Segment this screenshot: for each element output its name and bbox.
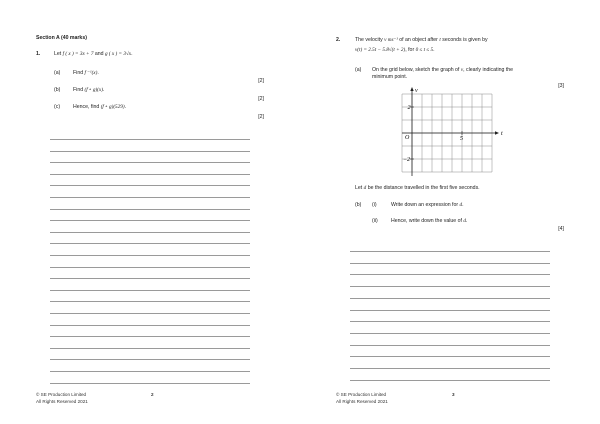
answer-line[interactable] — [350, 298, 550, 299]
q2a-line2: minimum point. — [372, 74, 408, 80]
answer-line[interactable] — [50, 348, 250, 349]
answer-line[interactable] — [50, 243, 250, 244]
answer-line[interactable] — [350, 263, 550, 264]
q2b-marks: [4] — [558, 226, 564, 232]
page-number: 3 — [452, 392, 455, 397]
q1c-label: (c) — [54, 104, 61, 110]
answer-line[interactable] — [50, 313, 250, 314]
y-tick-top: 2 — [407, 105, 411, 111]
answer-line[interactable] — [50, 151, 250, 152]
answer-line[interactable] — [50, 278, 250, 279]
f-definition: f ( x ) = 3x + 7 — [62, 51, 94, 57]
sketch-grid[interactable] — [388, 84, 510, 176]
q1c-marks: [2] — [258, 114, 264, 120]
answer-line[interactable] — [50, 220, 250, 221]
footer-rights: All Rights Reserved 2021 — [36, 399, 88, 404]
q1-number: 1. — [36, 51, 41, 57]
answer-line[interactable] — [50, 267, 250, 268]
answer-line[interactable] — [350, 333, 550, 334]
q2b-label: (b) — [355, 202, 362, 208]
q1b-marks: [2] — [258, 96, 264, 102]
y-axis-label: v — [415, 88, 418, 94]
right-page — [300, 0, 600, 424]
q2a-marks: [3] — [558, 83, 564, 89]
q1b-label: (b) — [54, 87, 61, 93]
answer-line[interactable] — [350, 321, 550, 322]
q1a-label: (a) — [54, 70, 61, 76]
q1-stem: Let f ( x ) = 3x + 7 and g ( x ) = 3√x. — [54, 51, 133, 57]
footer-company: © SE Production Limited — [336, 392, 387, 397]
q2a-line1: On the grid below, sketch the graph of v, clearly indicating the — [372, 67, 514, 73]
answer-line[interactable] — [50, 325, 250, 326]
answer-line[interactable] — [350, 368, 550, 369]
origin-label: O — [405, 135, 410, 141]
x-axis-label: t — [501, 131, 503, 137]
answer-line[interactable] — [350, 251, 550, 252]
answer-line[interactable] — [50, 209, 250, 210]
answer-line[interactable] — [50, 139, 250, 140]
answer-line[interactable] — [350, 286, 550, 287]
footer-company: © SE Production Limited — [36, 392, 87, 397]
x-axis-arrow — [495, 131, 499, 134]
answer-line[interactable] — [50, 232, 250, 233]
y-tick-bottom: −2 — [403, 157, 411, 163]
answer-line[interactable] — [50, 162, 250, 163]
answer-line[interactable] — [50, 197, 250, 198]
answer-line[interactable] — [50, 359, 250, 360]
q2-stem-line2: v(t) = 2.5t − 5.8√(t + 2), for 0 ≤ t ≤ 5. — [355, 47, 435, 53]
q2bii-label: (ii) — [372, 218, 378, 224]
q1b-text: Find (f ∘ g)(x). — [73, 87, 105, 93]
q1a-text: Find f ⁻¹(x). — [73, 70, 99, 76]
q2-stem-line1: The velocity v ms⁻¹ of an object after t seconds is given by — [355, 37, 488, 43]
answer-line[interactable] — [50, 185, 250, 186]
q1c-text: Hence, find (f ∘ g)(529). — [73, 104, 127, 110]
footer-rights: All Rights Reserved 2021 — [336, 399, 388, 404]
answer-line[interactable] — [50, 290, 250, 291]
q2bii-text: Hence, write down the value of d. — [391, 218, 468, 224]
answer-line[interactable] — [350, 345, 550, 346]
answer-line[interactable] — [50, 383, 250, 384]
page-number: 2 — [151, 392, 154, 397]
velocity-formula: v(t) = 2.5t − 5.8√(t + 2) — [355, 47, 406, 53]
y-axis-arrow — [410, 87, 413, 91]
q1a-marks: [2] — [258, 78, 264, 84]
section-heading: Section A (40 marks) — [36, 35, 87, 41]
answer-line[interactable] — [50, 301, 250, 302]
q2bi-label: (i) — [372, 202, 377, 208]
answer-line[interactable] — [350, 310, 550, 311]
let-d-text: Let d be the distance travelled in the first five seconds. — [355, 185, 480, 191]
answer-line[interactable] — [50, 371, 250, 372]
answer-line[interactable] — [50, 336, 250, 337]
answer-line[interactable] — [350, 356, 550, 357]
q2bi-text: Write down an expression for d. — [391, 202, 464, 208]
x-tick-5: 5 — [460, 136, 463, 142]
answer-line[interactable] — [350, 274, 550, 275]
g-definition: g ( x ) = 3√x — [105, 51, 132, 57]
answer-line[interactable] — [50, 255, 250, 256]
q2a-label: (a) — [355, 67, 362, 73]
answer-line[interactable] — [50, 174, 250, 175]
answer-line[interactable] — [350, 380, 550, 381]
q2-number: 2. — [336, 37, 341, 43]
